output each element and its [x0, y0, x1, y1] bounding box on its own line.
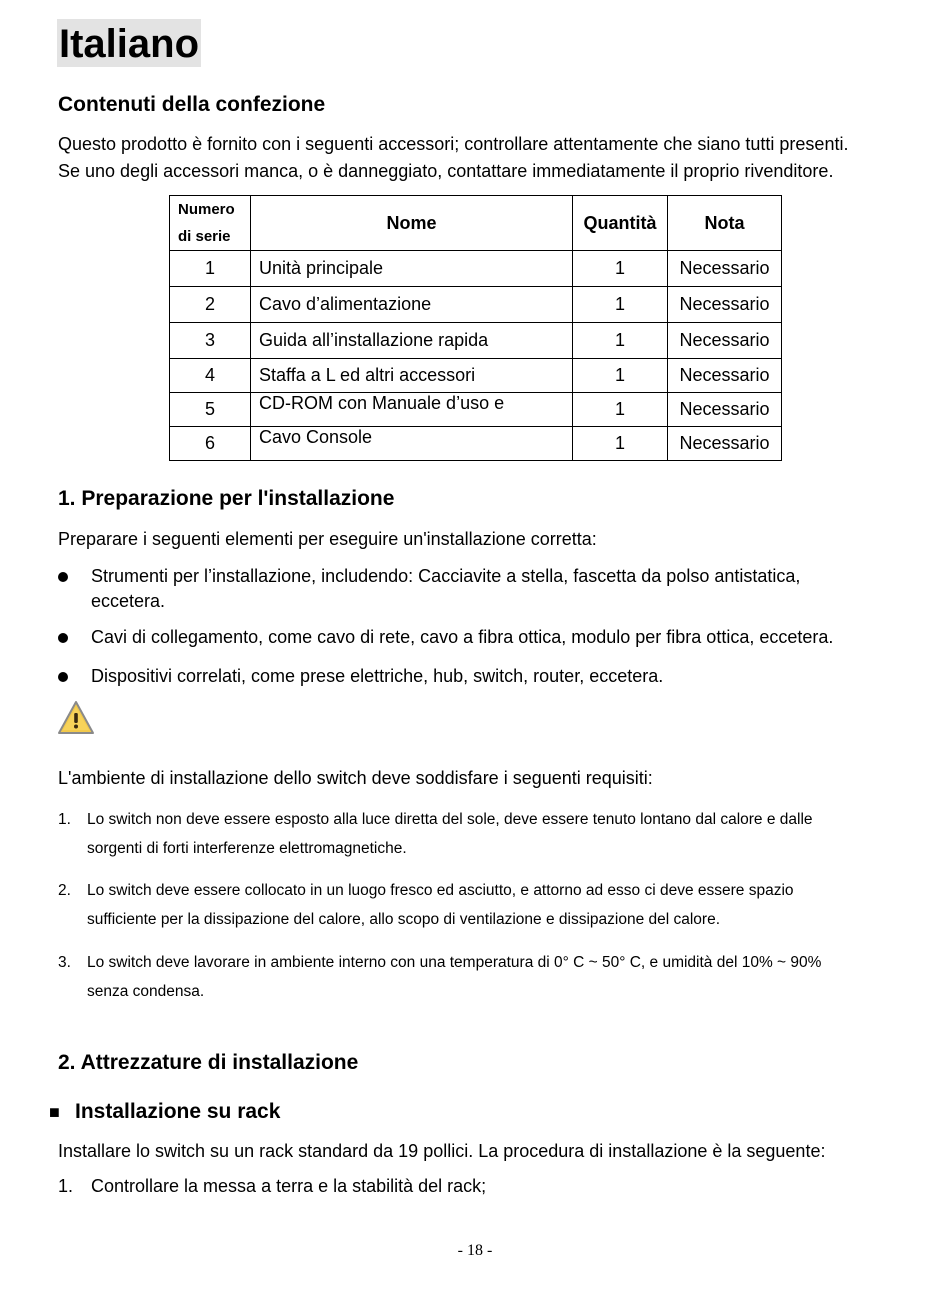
bullet-line: eccetera. [91, 591, 166, 611]
cell-note: Necessario [668, 251, 782, 287]
requirement-line: Lo switch deve lavorare in ambiente interno con una temperatura di 0° C ~ 50° C, e umidità del 10% ~ 90% [87, 954, 822, 971]
cell-name: Staffa a L ed altri accessori [251, 359, 573, 393]
step-text: Controllare la messa a terra e la stabilità del rack; [91, 1176, 487, 1196]
cell-qty: 1 [573, 323, 668, 359]
table-row [170, 251, 782, 287]
header-serial-number [170, 196, 251, 251]
bullet-line: Dispositivi correlati, come prese elettriche, hub, switch, router, eccetera. [91, 666, 664, 686]
bullet-dot [58, 672, 68, 682]
package-contents-heading: Contenuti della confezione [58, 93, 326, 116]
cell-qty: 1 [573, 287, 668, 323]
table-row [170, 359, 782, 393]
table-row [170, 323, 782, 359]
bullet-line: Cavi di collegamento, come cavo di rete, cavo a fibra ottica, modulo per fibra ottica, eccetera. [91, 627, 834, 647]
header-name: Nome [251, 196, 573, 251]
header-quantity: Quantità [573, 196, 668, 251]
preparation-heading: 1. Preparazione per l'installazione [58, 487, 395, 510]
requirement-line: sorgenti di forti interferenze elettromagnetiche. [87, 840, 407, 857]
warning-triangle-icon [57, 700, 95, 735]
cell-note: Necessario [668, 359, 782, 393]
cell-name: Guida all’installazione rapida [251, 323, 573, 359]
environment-intro: L'ambiente di installazione dello switch deve soddisfare i seguenti requisiti: [58, 768, 653, 788]
cell-name: Unità principale [251, 251, 573, 287]
bullet-dot [58, 633, 68, 643]
requirement-number: 3. [58, 954, 71, 971]
preparation-intro: Preparare i seguenti elementi per eseguire un'installazione corretta: [58, 529, 597, 549]
rack-intro: Installare lo switch su un rack standard da 19 pollici. La procedura di installazione è la seguente: [58, 1141, 826, 1161]
cell-num: 5 [170, 393, 251, 427]
header-serial-line2: di serie [178, 228, 231, 245]
language-heading: Italiano [57, 19, 201, 67]
cell-num: 2 [170, 287, 251, 323]
requirement-line: senza condensa. [87, 983, 205, 1000]
page-number: - 18 - [457, 1242, 493, 1259]
table-row [170, 287, 782, 323]
cell-num: 4 [170, 359, 251, 393]
table-row [170, 393, 782, 427]
step-item [58, 1173, 487, 1200]
cell-name: Cavo d’alimentazione [251, 287, 573, 323]
accessories-table [169, 195, 782, 461]
cell-qty: 1 [573, 251, 668, 287]
requirement-line: Lo switch non deve essere esposto alla luce diretta del sole, deve essere tenuto lontano dal calore e dalle [87, 811, 813, 828]
cell-note: Necessario [668, 323, 782, 359]
equipment-heading: 2. Attrezzature di installazione [58, 1051, 359, 1074]
square-bullet-icon: ■ [49, 1102, 60, 1122]
bullet-line: Strumenti per l’installazione, includendo: Cacciavite a stella, fascetta da polso antistatica, [91, 566, 801, 586]
requirement-number: 1. [58, 811, 71, 828]
table-row [170, 427, 782, 461]
package-intro-line1: Questo prodotto è fornito con i seguenti accessori; controllare attentamente che siano tutti presenti. [58, 134, 849, 154]
requirement-number: 2. [58, 882, 71, 899]
cell-qty: 1 [573, 427, 668, 461]
table-header-row [170, 196, 782, 251]
cell-note: Necessario [668, 287, 782, 323]
cell-note: Necessario [668, 427, 782, 461]
rack-installation-subheading: Installazione su rack [75, 1100, 281, 1123]
header-serial-line1: Numero [178, 201, 235, 218]
cell-name: Cavo Console [251, 427, 573, 461]
step-number: 1. [58, 1176, 74, 1196]
bullet-dot [58, 572, 68, 582]
requirement-line: sufficiente per la dissipazione del calore, allo scopo di ventilazione e dissipazione del calore. [87, 911, 721, 928]
package-intro-line2: Se uno degli accessori manca, o è danneggiato, contattare immediatamente il proprio rivenditore. [58, 161, 834, 181]
cell-num: 1 [170, 251, 251, 287]
cell-num: 3 [170, 323, 251, 359]
cell-name: CD-ROM con Manuale d’uso e [251, 393, 573, 427]
cell-qty: 1 [573, 393, 668, 427]
cell-qty: 1 [573, 359, 668, 393]
requirement-line: Lo switch deve essere collocato in un luogo fresco ed asciutto, e attorno ad esso ci deve essere spazio [87, 882, 794, 899]
header-note: Nota [668, 196, 782, 251]
cell-note: Necessario [668, 393, 782, 427]
cell-num: 6 [170, 427, 251, 461]
